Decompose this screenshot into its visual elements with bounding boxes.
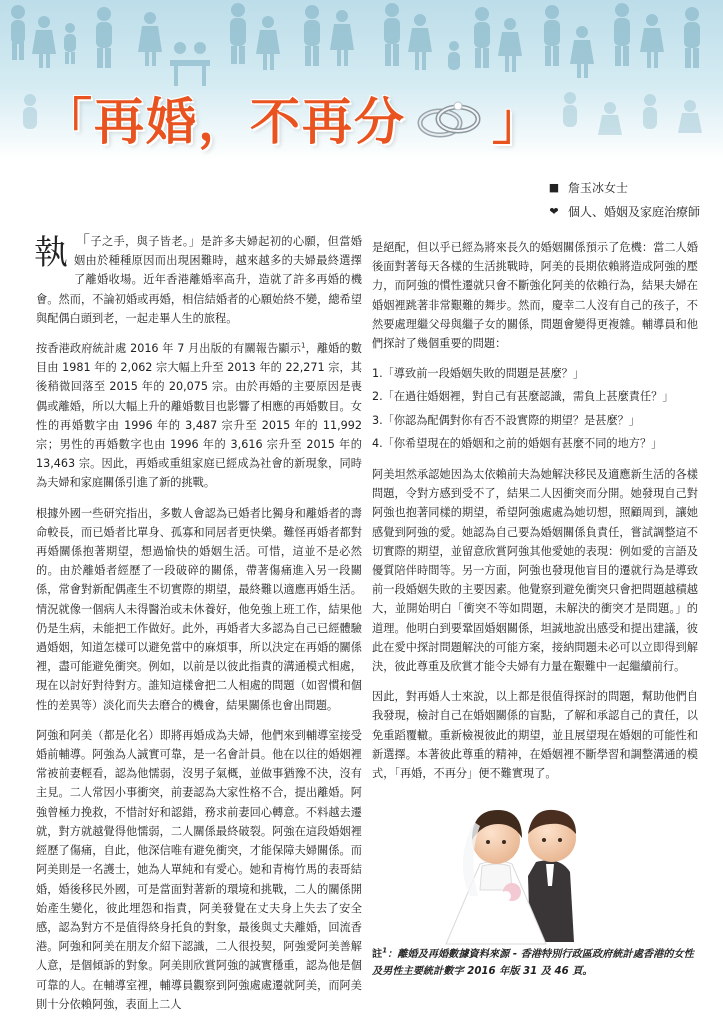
byline: [548, 176, 718, 224]
footnote-text: ：離婚及再婚數據資料來源 - 香港特別行政區政府統計處香港的女性及男性主要統計數字 2016 年版 31 及 46 頁。: [372, 949, 694, 977]
paragraph: 阿美坦然承認她因為太依賴前夫為她解決移民及適應新生活的各樣問題，令對方感到受不了，結果二人因衝突而分開。她發現自己對阿強也抱著同樣的期望，希望阿強處處為她切想，照顧周到，讓她感覺到阿強的愛。她認為自己要為婚姻關係負責任，嘗試調整這不切實際的期望，並留意欣賞阿強其他愛她的表現：例如愛的言語及優質陪伴時間等。另一方面，阿強也發現他盲目的遷就行為是導致前一段婚姻失敗的主要因素。他覺察到避免衝突只會把問題越積越大，並開始明白「衝突不等如問題，未解決的衝突才是問題。」的道理。他明白到要鞏固婚姻關係，坦誠地說出感受和提出建議，彼此在愛中探討問題解決的可能方案，接納問題未必可以立即得到解決，彼此尊重及欣賞才能令夫婦有力量在艱難中一起繼續前行。: [372, 468, 698, 674]
author-role: 個人、婚姻及家庭治療師: [568, 205, 701, 219]
paragraph: 是絕配，但以乎已經為將來長久的婚姻關係預示了危機：當二人婚後面對著每天各樣的生活挑戰時，阿美的長期依賴將造成阿強的壓力，而阿強的慣性遷就只會不斷強化阿美的依賴行為，結果夫婦在婚姻裡跳著非常艱難的舞步。然而，慶幸二人沒有自己的孩子，不然要處理繼父母與繼子女的關係，問題會變得更複雜。輔導員和他們探討了幾個重要的問題：: [372, 241, 698, 351]
footnote-ref: 1: [301, 341, 306, 350]
list-item: 2.「在過往婚姻裡，對自己有甚麼認識，需負上甚麼責任？」: [372, 390, 674, 404]
title-closing-bracket: 」: [492, 93, 544, 151]
heart-icon: ❤: [549, 205, 559, 218]
byline-author-row: [548, 176, 718, 200]
byline-role-row: [548, 200, 718, 224]
square-icon: ■: [548, 181, 560, 194]
opening-quote: 「: [74, 232, 91, 251]
left-column: [36, 232, 362, 1025]
paragraph: 因此，對再婚人士來說，以上都是很值得探討的問題，幫助他們自我發現，檢討自己在婚姻關係的盲點，了解和承認自己的責任，以免重蹈覆轍。重新檢視彼此的期望，並且展望現在婚姻的可能性和新選擇。本著彼此尊重的精神，在婚姻裡不斷學習和調整溝通的模式，「再婚，不再分」便不難實現了。: [372, 690, 698, 781]
paragraph-text: ，離婚的數目由 1981 年的 2,062 宗大幅上升至 2013 年的 22,271 宗，其後稍微回落至 2015 年的 20,075 宗。由於再婚的主要原因是喪偶或離婚，所以大幅上升的離婚數目也影響了相應的再婚數目。女性的再婚數字由 1996 年的 3,487 宗升至 2015 年的 11,992 宗；男性的再婚數字也由 1996 年的 3,616 宗升至 2015 年的 13,463 宗。因此，再婚或重組家庭已經成為社會的新現象，同時為夫婦和家庭關係引進了新的挑戰。: [36, 342, 362, 490]
title-text: 「再婚，不再分: [42, 93, 406, 151]
paragraph: [36, 232, 362, 328]
bride-groom-figurine: [424, 800, 614, 950]
paragraph: [36, 339, 362, 493]
paragraph-text: 按香港政府統計處 2016 年 7 月出版的有關報告顯示: [36, 342, 301, 356]
author-name: 詹玉冰女士: [568, 181, 629, 195]
wedding-rings-icon: [412, 95, 486, 141]
paragraph: 阿強和阿美（都是化名）即將再婚成為夫婦，他們來到輔導室接受婚前輔導。阿強為人誠實可靠，是一名會計員。他在以往的婚姻裡常被前妻輕看，認為他懦弱，沒男子氣概，並做事猶豫不決，沒有主見。二人常因小事衝突，前妻認為大家性格不合，提出離婚。阿強曾極力挽救，不惜討好和認錯，務求前妻回心轉意。不料越去遷就，對方就越覺得他懦弱，二人關係最終破裂。阿強在這段婚姻裡經歷了傷痛，自此，他深信唯有避免衝突，才能保障夫婦關係。而阿美則是一名護士，她為人單純和有愛心。她和青梅竹馬的表哥結婚，婚後移民外國，可是當面對著新的環境和挑戰，二人的關係開始產生變化，彼此埋怨和指責，阿美發覺在丈夫身上失去了安全感，認為對方不是值得終身托負的對象，最後與丈夫離婚，回流香港。阿強和阿美在朋友介紹下認識，二人很投契，阿強愛阿美善解人意，是個傾訴的對象。阿美則欣賞阿強的誠實穩重，認為他是個可靠的人。在輔導室裡，輔導員觀察到阿強處處遷就阿美，而阿美則十分依賴阿強，表面上二人: [36, 728, 362, 1011]
footnote-number: 1: [382, 946, 388, 955]
paragraph-text: 子之手，與子皆老。」是許多夫婦起初的心願，但當婚姻由於種種原因而出現困難時，越來越多的夫婦最終選擇了離婚收場。近年香港離婚率高升，造就了許多再婚的機會。然而，不論初婚或再婚，相信結婚者的心願始終不變，總希望與配偶白頭到老，一起走畢人生的旅程。: [36, 235, 362, 325]
footnote-label: 註: [372, 949, 383, 960]
drop-cap: 執: [34, 233, 68, 273]
article-title: [42, 83, 544, 153]
footnote: [372, 946, 698, 980]
list-item: 1.「導致前一段婚姻失敗的問題是甚麼？」: [372, 367, 585, 381]
question-list: [372, 364, 698, 453]
list-item: 3.「你認為配偶對你有否不設實際的期望？是甚麼？」: [372, 413, 640, 427]
paragraph: 根據外國一些研究指出，多數人會認為已婚者比獨身和離婚者的壽命較長，而已婚者比單身、孤寡和同居者更快樂。難怪再婚者都對再婚關係抱著期望，想過愉快的婚姻生活。可惜，這並不是必然的。由於離婚者經歷了一段破碎的關係，帶著傷痛進入另一段關係，常會對新配偶產生不切實際的期望，最終難以適應再婚生活。情況就像一個病人未得醫治或未休養好，他免強上班工作，結果他仍是生病，未能把工作做好。此外，再婚者大多認為自己已經體驗過婚姻，知道怎樣可以避免當中的麻煩事，所以決定在再婚的關係裡，盡可能避免衝突。例如，以前是以彼此指責的溝通模式相處，現在以討好對待對方。誰知這樣會把二人相處的問題（如習慣和個性的差異等）淡化而失去磨合的機會，結果關係也會出問題。: [36, 506, 362, 712]
list-item: 4.「你希望現在的婚姻和之前的婚姻有甚麼不同的地方？」: [372, 436, 663, 450]
right-column: [372, 238, 698, 794]
